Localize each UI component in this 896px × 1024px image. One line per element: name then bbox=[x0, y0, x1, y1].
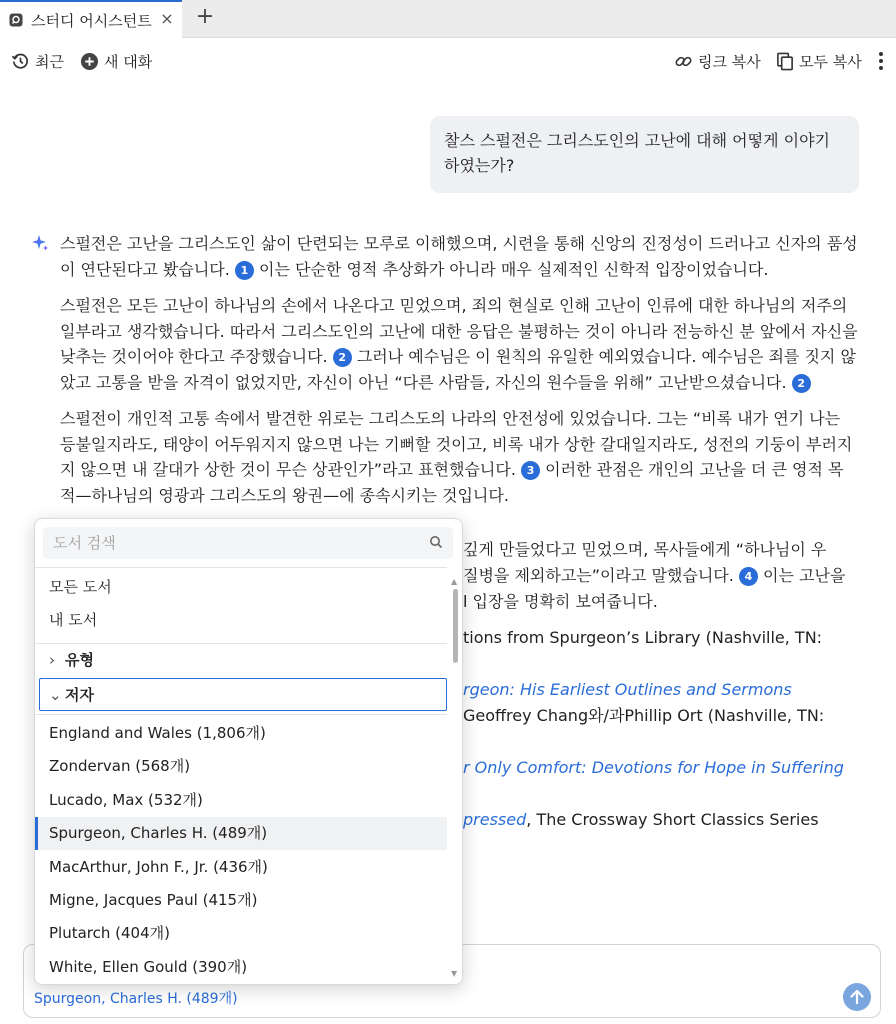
reference-line: tions from Spurgeon’s Library (Nashville, TN: bbox=[463, 628, 823, 647]
answer-paragraph bbox=[60, 231, 858, 282]
tab-study-assistant[interactable] bbox=[0, 0, 182, 38]
author-option[interactable]: MacArthur, John F., Jr. (436개) bbox=[49, 858, 268, 876]
citation-badge[interactable]: 4 bbox=[739, 567, 758, 586]
ai-sparkle-icon bbox=[31, 234, 49, 252]
user-question: 찰스 스펄전은 그리스도인의 고난에 대해 어떻게 이야기 하였는가? bbox=[430, 116, 859, 193]
citation-badge[interactable]: 2 bbox=[333, 348, 352, 367]
filter-my-books[interactable]: 내 도서 bbox=[49, 611, 98, 629]
study-assistant-icon bbox=[9, 13, 23, 27]
filter-group-type[interactable] bbox=[35, 644, 447, 677]
link-copy-button[interactable] bbox=[674, 50, 761, 72]
recent-button[interactable] bbox=[11, 50, 64, 72]
author-option[interactable]: Lucado, Max (532개) bbox=[49, 791, 203, 809]
reference-title-link[interactable]: pressed bbox=[463, 810, 527, 829]
book-search-box[interactable] bbox=[43, 527, 453, 559]
answer-paragraph-partial bbox=[463, 537, 863, 615]
book-filter-dropdown bbox=[34, 518, 463, 985]
answer-text: 스펄전은 모든 고난이 하나님의 손에서 나온다고 믿었으며, 죄의 현실로 인해 고난이 인류에 대한 하나님의 저주의 일부라고 생각했습니다. 따라서 그리스도인의 고난에 대한 응답은 불평하는 것이 아니라 전능하신 분 앞에서 자신을 낮추는 것이어야 한다고 주장했습니다. bbox=[60, 296, 858, 366]
answer-text: 그러나 예수님은 이 원칙의 유일한 예외였습니다. 예수님은 죄를 짓지 않았고 고통을 받을 자격이 없었지만, 자신이 아닌 “다른 사람들, 자신의 원수들을 위해” 고난받으셨습니다. bbox=[60, 347, 856, 392]
divider bbox=[35, 714, 447, 715]
citation-badge[interactable]: 3 bbox=[521, 461, 540, 480]
search-icon bbox=[429, 535, 443, 549]
filter-group-label: 저자 bbox=[65, 686, 94, 704]
new-tab-icon[interactable]: + bbox=[195, 4, 215, 29]
more-options-icon[interactable] bbox=[878, 50, 890, 72]
filter-group-author[interactable] bbox=[39, 678, 447, 711]
history-icon bbox=[11, 52, 30, 71]
citation-badge[interactable]: 2 bbox=[792, 374, 811, 393]
author-option[interactable]: Plutarch (404개) bbox=[49, 924, 170, 942]
answer-text: 질병을 제외하고는”이라고 말했습니다. bbox=[463, 566, 734, 585]
chevron-right-icon: › bbox=[49, 651, 55, 669]
author-option-selected[interactable]: Spurgeon, Charles H. (489개) bbox=[35, 817, 447, 850]
filter-all-books[interactable]: 모든 도서 bbox=[49, 578, 112, 596]
send-button[interactable] bbox=[843, 983, 871, 1011]
reference-line: Geoffrey Chang와/과Phillip Ort (Nashville, TN: bbox=[463, 706, 825, 725]
answer-text: 이는 고난을 bbox=[763, 566, 846, 585]
close-icon[interactable]: × bbox=[160, 9, 174, 28]
author-option[interactable]: White, Ellen Gould (390개) bbox=[49, 958, 248, 976]
scrollbar-thumb[interactable] bbox=[453, 589, 458, 663]
reference-text: , The Crossway Short Classics Series bbox=[526, 810, 819, 829]
answer-text: 스펄전은 고난을 그리스도인 삶이 단련되는 모루로 이해했으며, 시련을 통해 신앙의 진정성이 드러나고 신자의 품성이 연단된다고 봤습니다. bbox=[60, 234, 858, 279]
answer-paragraph bbox=[60, 293, 858, 395]
answer-line bbox=[463, 563, 863, 589]
assistant-answer bbox=[60, 231, 858, 519]
copy-all-button[interactable] bbox=[776, 50, 862, 72]
answer-text: l 입장을 명확히 보여줍니다. bbox=[463, 592, 658, 611]
filter-group-label: 유형 bbox=[65, 651, 94, 669]
answer-text: 이는 단순한 영적 추상화가 아니라 매우 실제적인 신학적 입장이었습니다. bbox=[259, 259, 769, 279]
recent-label: 최근 bbox=[35, 52, 64, 71]
author-option[interactable]: Zondervan (568개) bbox=[49, 757, 191, 775]
answer-text: 스펄전이 개인적 고통 속에서 발견한 위로는 그리스도의 나라의 안전성에 있었습니다. 그는 “비록 내가 연기 나는 등불일지라도, 태양이 어두워지지 않으면 나는 기뻐할 것이고, 비록 내가 상한 갈대일지라도, 성전의 기둥이 부러지지 않으면 내 갈대가 상한 것이 무슨 상관인가”라고 표현했습니다. bbox=[60, 409, 853, 479]
answer-text: 깊게 만들었다고 믿었으며, 목사들에게 “하나님이 우 bbox=[463, 540, 827, 559]
new-chat-label: 새 대화 bbox=[104, 52, 153, 71]
chevron-down-icon: ⌄ bbox=[49, 686, 62, 704]
copy-icon bbox=[776, 52, 794, 71]
reference-title-link[interactable]: r Only Comfort: Devotions for Hope in Suffering bbox=[463, 758, 844, 777]
book-search-input[interactable] bbox=[43, 527, 453, 559]
link-copy-label: 링크 복사 bbox=[698, 52, 761, 71]
copy-all-label: 모두 복사 bbox=[799, 52, 862, 71]
reference-title-link[interactable]: rgeon: His Earliest Outlines and Sermons bbox=[463, 680, 792, 699]
tab-title: 스터디 어시스턴트 bbox=[31, 11, 152, 30]
answer-paragraph bbox=[60, 406, 858, 508]
plus-circle-icon bbox=[80, 52, 99, 71]
scroll-down-icon[interactable]: ▼ bbox=[451, 969, 458, 978]
new-chat-button[interactable] bbox=[80, 50, 152, 72]
answer-text: 이러한 관점은 개인의 고난을 더 큰 영적 목적—하나님의 영광과 그리스도의 왕권—에 종속시키는 것입니다. bbox=[60, 460, 844, 505]
citation-badge[interactable]: 1 bbox=[235, 261, 254, 280]
scroll-up-icon[interactable]: ▲ bbox=[451, 577, 458, 586]
author-option[interactable]: Migne, Jacques Paul (415개) bbox=[49, 891, 258, 909]
author-option[interactable]: England and Wales (1,806개) bbox=[49, 724, 266, 742]
toolbar bbox=[0, 40, 896, 84]
author-filter-chip[interactable]: Spurgeon, Charles H. (489개) bbox=[34, 991, 238, 1007]
arrow-up-icon bbox=[843, 983, 871, 1011]
divider bbox=[35, 567, 447, 568]
tab-bar bbox=[0, 0, 896, 38]
link-icon bbox=[674, 52, 693, 71]
reference-line bbox=[463, 807, 819, 833]
